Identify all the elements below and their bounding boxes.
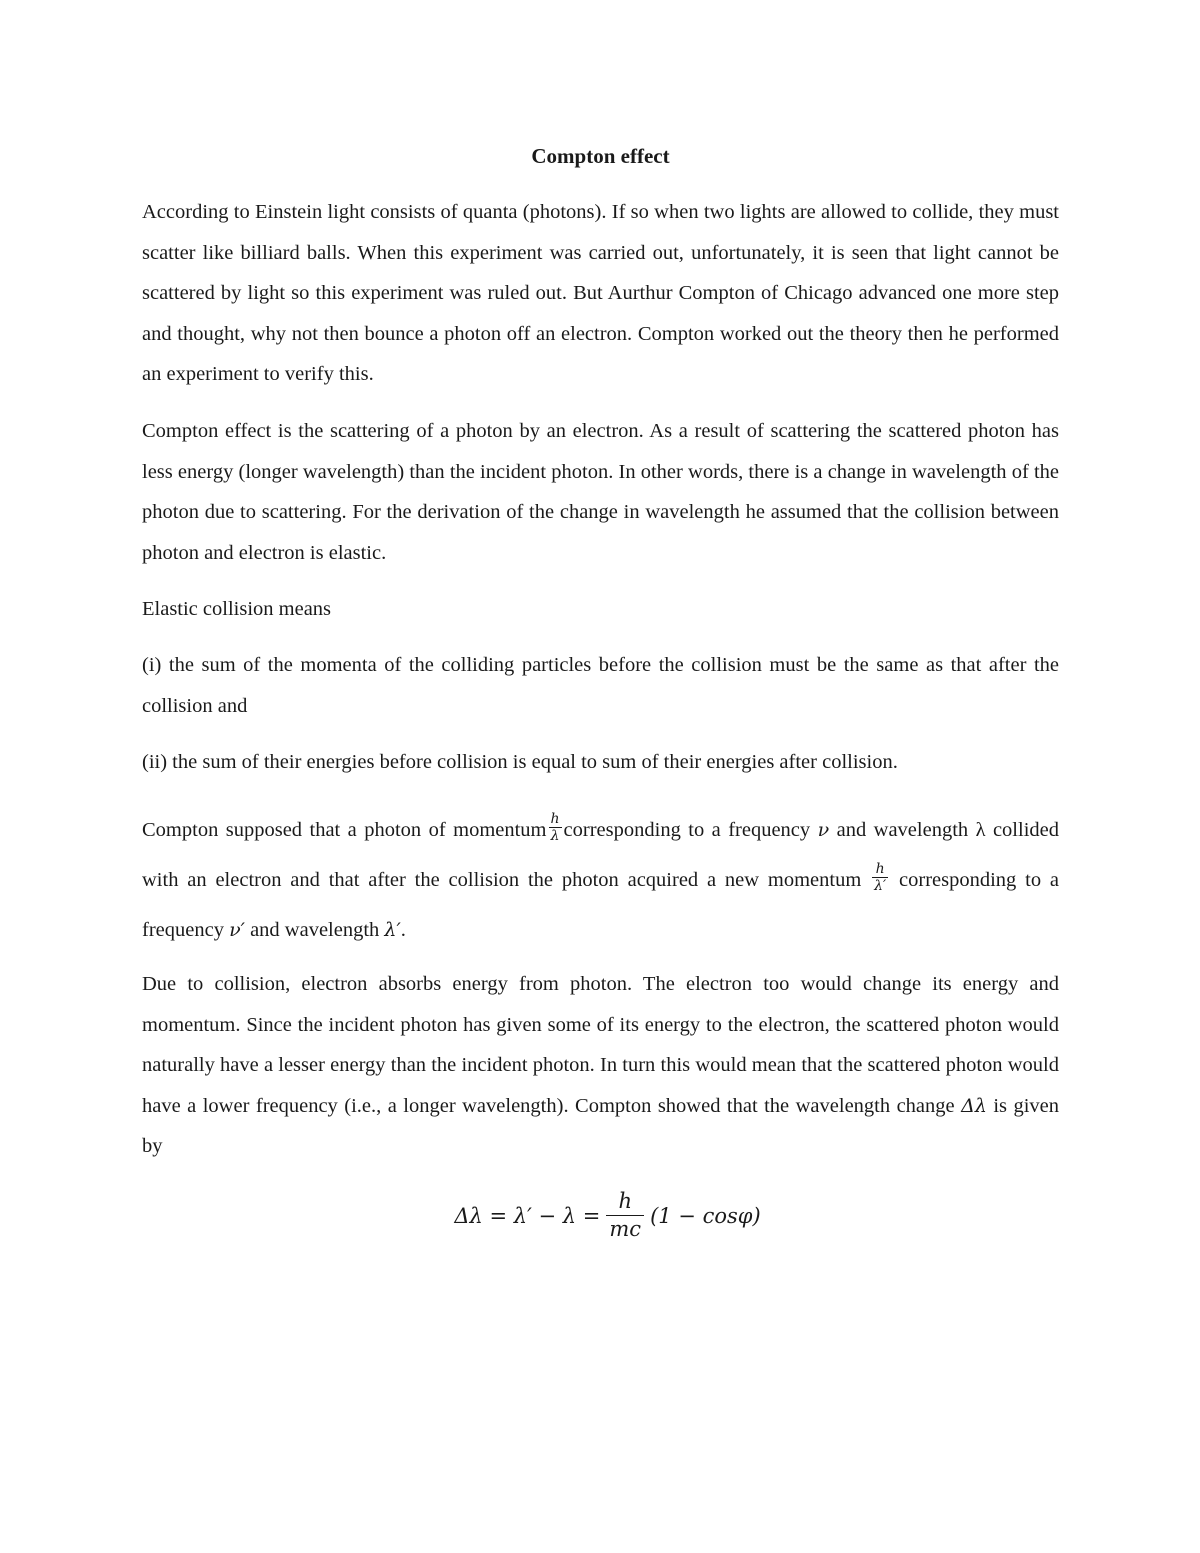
text-segment: . bbox=[400, 919, 406, 941]
fraction-numerator: h bbox=[606, 1190, 644, 1216]
equation-rhs: (1 − cosφ) bbox=[650, 1203, 761, 1228]
wavelength-change-symbol: Δλ bbox=[961, 1094, 987, 1117]
new-wavelength-symbol: λ′ bbox=[384, 919, 401, 941]
text-segment: is given by bbox=[142, 1094, 1060, 1157]
paragraph-energy-absorption bbox=[142, 964, 1059, 1167]
paragraph-compton-supposition bbox=[142, 805, 1059, 955]
fraction-numerator: h bbox=[872, 862, 888, 878]
fraction-denominator: mc bbox=[609, 1217, 642, 1242]
new-momentum-fraction bbox=[872, 862, 888, 893]
paragraph-momentum-condition: (i) the sum of the momenta of the colliding particles before the collision must be the same as that after the collision and bbox=[142, 654, 1059, 717]
text-segment: Due to collision, electron absorbs energy from photon. The electron too would change its energy and momentum. Since the incident photon has given some of its energy to the electron, the scattered photon would naturally have a lesser energy than the incident photon. In turn this would mean that the scattered photon would have a lower frequency (i.e., a longer wavelength). Compton showed that the wavelength change bbox=[142, 973, 1059, 1117]
new-frequency-symbol: ν′ bbox=[229, 919, 245, 941]
text-segment: and wavelength bbox=[250, 919, 380, 941]
text-segment: corresponding to a frequency bbox=[563, 819, 811, 841]
paragraph-energy-condition: (ii) the sum of their energies before collision is equal to sum of their energies after collision. bbox=[142, 751, 898, 773]
paragraph-elastic-collision-intro: Elastic collision means bbox=[142, 598, 332, 620]
fraction-denominator: λ bbox=[550, 827, 560, 844]
momentum-fraction bbox=[549, 812, 562, 843]
text-segment: corresponding to a frequency bbox=[142, 869, 1059, 941]
fraction-numerator: h bbox=[550, 810, 560, 827]
text-segment: and wavelength λ collided with an electron and that after the collision the photon acquired a new momentum bbox=[142, 819, 1059, 891]
compton-equation bbox=[142, 1190, 1059, 1241]
document-title: Compton effect bbox=[531, 144, 670, 168]
paragraph-einstein-quanta: According to Einstein light consists of quanta (photons). If so when two lights are allowed to collide, they must scatter like billiard balls. When this experiment was carried out, unfortunately, it is seen that light cannot be scattered by light so this experiment was ruled out. But Aurthur Compton of Chicago advanced one more step and thought, why not then bounce a photon off an electron. Compton worked out the theory then he performed an experiment to verify this. bbox=[142, 201, 1059, 385]
text-segment: Compton supposed that a photon of momentum bbox=[142, 819, 547, 841]
equation-lhs: Δλ = λ′ − λ = bbox=[454, 1203, 601, 1228]
fraction-denominator: λ′ bbox=[874, 877, 887, 894]
paragraph-compton-definition: Compton effect is the scattering of a photon by an electron. As a result of scattering the scattered photon has less energy (longer wavelength) than the incident photon. In other words, there is a change in wavelength of the photon due to scattering. For the derivation of the change in wavelength he assumed that the collision between photon and electron is elastic. bbox=[142, 420, 1059, 564]
frequency-symbol: ν bbox=[817, 819, 830, 841]
equation-fraction bbox=[606, 1190, 644, 1241]
